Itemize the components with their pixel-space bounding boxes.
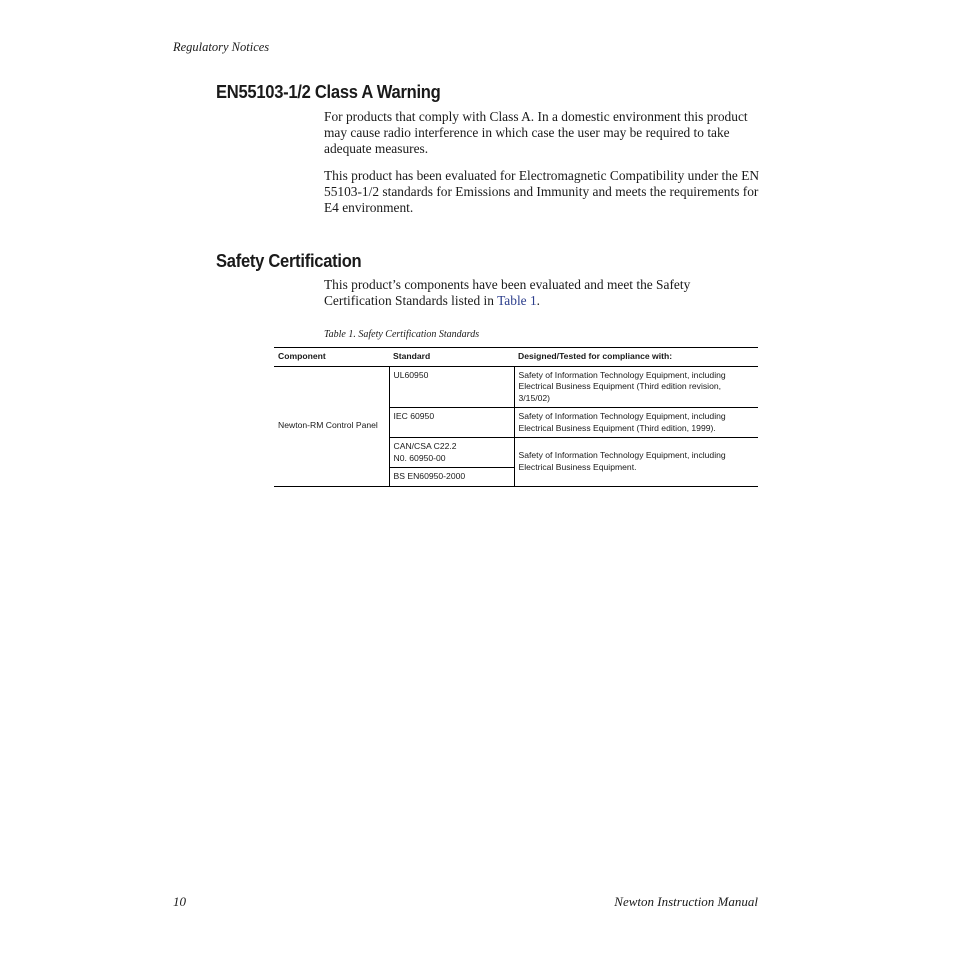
class-a-paragraph: For products that comply with Class A. In a domestic environment this product may cause radio interference in which case the user may be required to take adequate measures.	[324, 109, 748, 156]
safety-paragraph-end: .	[536, 293, 541, 308]
standard-cell: IEC 60950	[389, 408, 514, 438]
table-header-row	[274, 348, 758, 367]
footer-title: Newton Instruction Manual	[614, 894, 758, 909]
header-standard: Standard	[389, 348, 514, 367]
standard-line-2: N0. 60950-00	[393, 452, 446, 463]
table-caption: Table 1. Safety Certification Standards	[324, 329, 480, 340]
section-title-class-a-warning: EN55103-1/2 Class A Warning	[216, 82, 441, 102]
section-title-safety-certification: Safety Certification	[216, 251, 362, 271]
compliance-cell: Safety of Information Technology Equipment, including Electrical Business Equipment (Third edition revision, 3/15/02)	[514, 366, 758, 408]
table-row	[274, 366, 758, 408]
safety-paragraph-text: This product’s components have been evaluated and meet the Safety Certification Standards listed in	[324, 277, 691, 308]
table-1-link[interactable]: Table 1	[497, 293, 537, 308]
running-head: Regulatory Notices	[173, 40, 270, 54]
standard-cell	[389, 438, 514, 468]
compliance-cell: Safety of Information Technology Equipment, including Electrical Business Equipment (Third edition, 1999).	[514, 408, 758, 438]
standard-line-1: CAN/CSA C22.2	[393, 441, 457, 451]
safety-standards-table	[274, 347, 758, 487]
compliance-cell: Safety of Information Technology Equipment, including Electrical Business Equipment.	[514, 438, 758, 487]
header-compliance: Designed/Tested for compliance with:	[514, 348, 758, 367]
page-number: 10	[173, 894, 186, 909]
emc-paragraph: This product has been evaluated for Electromagnetic Compatibility under the EN 55103-1/2 standards for Emissions and Immunity and meets the requirements for E4 environment.	[324, 168, 760, 215]
component-cell: Newton-RM Control Panel	[274, 366, 389, 486]
standard-cell: UL60950	[389, 366, 514, 408]
standard-cell: BS EN60950-2000	[389, 468, 514, 487]
safety-paragraph	[324, 277, 760, 309]
header-component: Component	[274, 348, 389, 367]
